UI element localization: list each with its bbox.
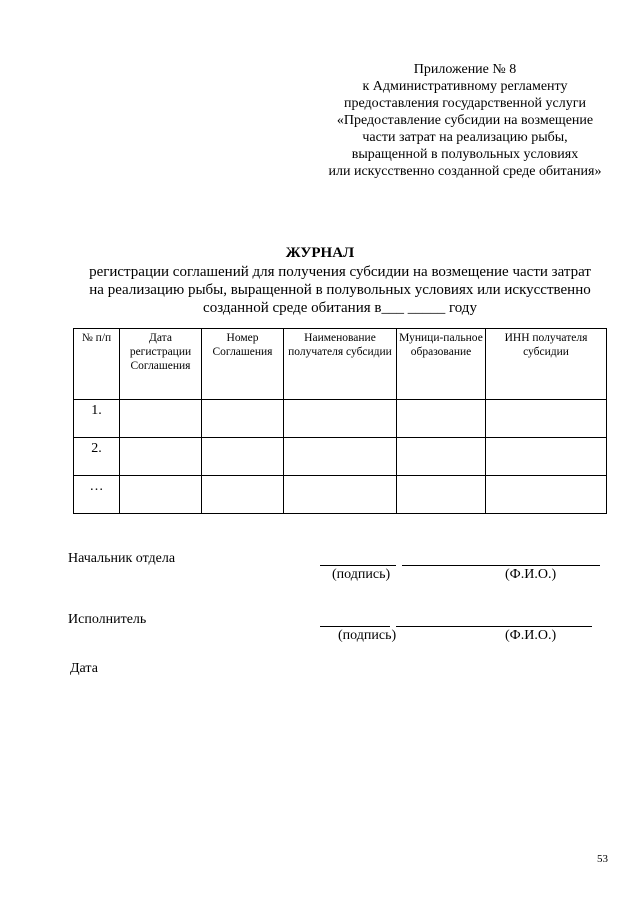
table-cell <box>120 400 202 438</box>
executor-name-line[interactable] <box>396 626 592 627</box>
table-cell <box>120 438 202 476</box>
table-header-row <box>74 329 607 400</box>
appendix-header <box>300 61 630 180</box>
table-row <box>74 400 607 438</box>
journal-subtitle <box>70 263 610 317</box>
header-cell-number: № п/п <box>74 329 120 400</box>
table-cell <box>120 476 202 514</box>
appendix-line: Приложение № 8 <box>413 62 517 77</box>
journal-subtitle-line: на реализацию рыбы, выращенной в полувольных условиях или искусственно <box>89 282 591 298</box>
head-signature-line[interactable] <box>320 565 396 566</box>
appendix-line: «Предоставление субсидии на возмещение <box>336 113 594 128</box>
table-cell <box>284 476 397 514</box>
appendix-line: части затрат на реализацию рыбы, <box>362 130 568 145</box>
table-cell <box>486 438 607 476</box>
appendix-line: или искусственно созданной среде обитания» <box>328 164 602 179</box>
executor-signature-line[interactable] <box>320 626 390 627</box>
journal-title: ЖУРНАЛ <box>285 245 355 261</box>
header-cell-recipient-name: Наименование получателя субсидии <box>284 329 397 400</box>
header-cell-agreement-number: Номер Соглашения <box>202 329 284 400</box>
date-label: Дата <box>70 661 98 676</box>
table-cell <box>486 476 607 514</box>
table-row <box>74 438 607 476</box>
appendix-line: предоставления государственной услуги <box>344 96 586 111</box>
table-cell <box>397 438 486 476</box>
table-cell <box>397 400 486 438</box>
registration-table <box>73 328 607 514</box>
journal-subtitle-line: созданной среде обитания в___ _____ году <box>203 300 477 316</box>
journal-subtitle-line: регистрации соглашений для получения субсидии на возмещение части затрат <box>89 264 591 280</box>
table-cell <box>486 400 607 438</box>
executor-name-caption: (Ф.И.О.) <box>505 628 557 643</box>
executor-label: Исполнитель <box>68 612 147 627</box>
appendix-line: к Административному регламенту <box>362 79 568 94</box>
table-cell: 2. <box>74 438 120 476</box>
head-of-department-label: Начальник отдела <box>68 551 176 566</box>
table-row <box>74 476 607 514</box>
head-name-line[interactable] <box>402 565 600 566</box>
table-cell: 1. <box>74 400 120 438</box>
table-cell <box>284 400 397 438</box>
page-number: 53 <box>597 853 608 865</box>
table-cell <box>202 400 284 438</box>
executor-signature-caption: (подпись) <box>338 628 397 643</box>
appendix-line: выращенной в полувольных условиях <box>351 147 579 162</box>
header-cell-inn: ИНН получателя субсидии <box>486 329 607 400</box>
header-cell-date: Дата регистрации Соглашения <box>120 329 202 400</box>
header-cell-municipality: Муници-пальное образование <box>397 329 486 400</box>
head-name-caption: (Ф.И.О.) <box>505 567 557 582</box>
table-cell <box>202 476 284 514</box>
table-cell <box>202 438 284 476</box>
table-cell <box>397 476 486 514</box>
head-signature-caption: (подпись) <box>332 567 391 582</box>
table-cell: … <box>74 476 120 514</box>
table-cell <box>284 438 397 476</box>
